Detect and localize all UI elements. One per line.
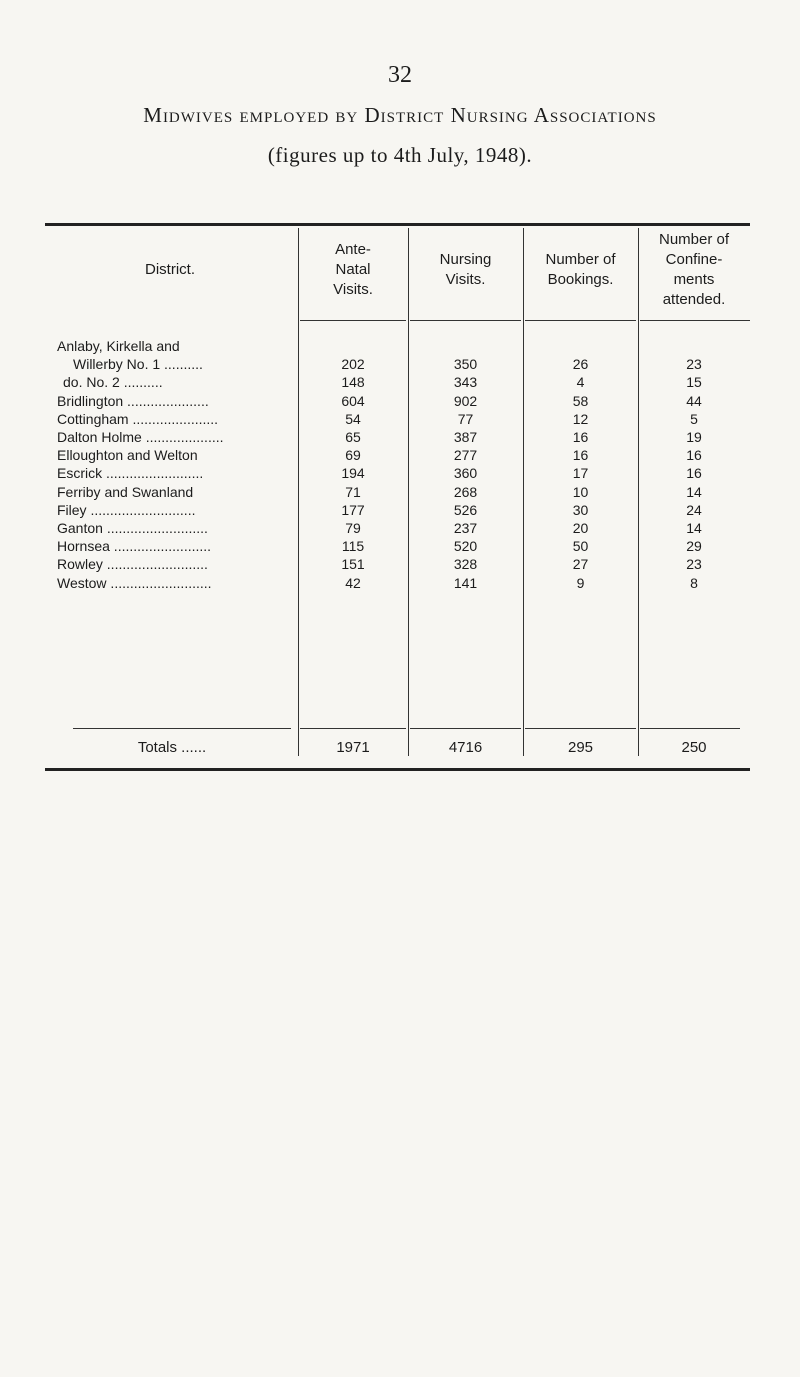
header-line: Nursing bbox=[439, 251, 492, 268]
district-name: Dalton Holme .................... bbox=[57, 429, 224, 445]
header-line: Visits. bbox=[445, 271, 486, 288]
totals-label: Totals ...... bbox=[137, 739, 207, 756]
nursing-visits: 520 bbox=[453, 538, 478, 555]
header-divider bbox=[525, 320, 636, 321]
nursing-visits: 360 bbox=[453, 465, 478, 482]
ante-natal-visits: 115 bbox=[341, 538, 365, 555]
bookings-count: 10 bbox=[572, 483, 589, 500]
district-name: Filey ........................... bbox=[57, 501, 196, 518]
ante-natal-visits: 177 bbox=[341, 501, 365, 518]
header-line: Bookings. bbox=[547, 271, 614, 288]
bookings-count: 20 bbox=[572, 520, 589, 536]
totals-divider bbox=[640, 728, 740, 729]
confinements-attended: 5 bbox=[690, 410, 698, 427]
nursing-visits: 387 bbox=[453, 429, 478, 445]
confinements-attended: 16 bbox=[686, 447, 702, 464]
bookings-count: 12 bbox=[572, 410, 589, 427]
nursing-visits: 343 bbox=[453, 374, 478, 391]
totals-nursing: 4716 bbox=[448, 739, 483, 756]
header-line: Natal bbox=[335, 261, 371, 278]
header-divider bbox=[410, 320, 521, 321]
confinements-attended: 14 bbox=[686, 483, 702, 500]
confinements-attended: 19 bbox=[686, 429, 702, 445]
table-bottom-rule bbox=[45, 768, 750, 771]
nursing-visits: 328 bbox=[453, 556, 478, 573]
page-number: 32 bbox=[388, 62, 412, 88]
table-top-rule bbox=[45, 223, 750, 226]
totals-divider bbox=[300, 728, 406, 729]
nursing-visits: 268 bbox=[453, 483, 478, 500]
header-line: Number of bbox=[545, 251, 616, 268]
confinements-attended: 14 bbox=[686, 520, 702, 536]
district-name: Ganton .......................... bbox=[57, 520, 208, 536]
ante-natal-visits: 71 bbox=[345, 483, 361, 500]
totals-bookings: 295 bbox=[567, 739, 594, 756]
page-title: Midwives employed by District Nursing Associations bbox=[143, 103, 657, 127]
header-line: Ante- bbox=[335, 241, 371, 258]
bookings-count: 50 bbox=[572, 538, 589, 555]
nursing-visits: 77 bbox=[457, 410, 474, 427]
nursing-visits: 237 bbox=[453, 520, 478, 536]
ante-natal-visits: 79 bbox=[345, 520, 361, 536]
district-name: Elloughton and Welton bbox=[57, 447, 198, 464]
header-line: Confine- bbox=[665, 251, 723, 268]
nursing-visits: 902 bbox=[453, 392, 478, 409]
totals-divider bbox=[525, 728, 636, 729]
header-line: Number of bbox=[658, 231, 730, 248]
confinements-attended: 29 bbox=[686, 538, 702, 555]
ante-natal-visits: 194 bbox=[341, 465, 365, 482]
confinements-attended: 44 bbox=[686, 392, 702, 409]
header-divider bbox=[640, 320, 750, 321]
bookings-count: 26 bbox=[572, 356, 589, 373]
bookings-count: 30 bbox=[572, 501, 589, 518]
district-name: Cottingham ...................... bbox=[57, 410, 219, 427]
totals-ante: 1971 bbox=[336, 739, 370, 756]
confinements-attended: 16 bbox=[686, 465, 702, 482]
totals-confinements: 250 bbox=[681, 739, 707, 756]
confinements-attended: 8 bbox=[690, 574, 698, 591]
bookings-count: 58 bbox=[572, 392, 589, 409]
nursing-visits: 350 bbox=[453, 356, 478, 373]
header-line: attended. bbox=[662, 291, 726, 308]
header-divider bbox=[300, 320, 406, 321]
ante-natal-visits: 42 bbox=[345, 574, 361, 591]
district-name: Bridlington ..................... bbox=[57, 392, 209, 409]
ante-natal-visits: 65 bbox=[345, 429, 361, 445]
district-name: Ferriby and Swanland bbox=[57, 483, 194, 500]
confinements-attended: 15 bbox=[686, 374, 702, 391]
ante-natal-visits: 151 bbox=[341, 556, 365, 573]
header-ante-natal bbox=[298, 240, 408, 300]
district-name: Escrick ......................... bbox=[57, 465, 204, 482]
confinements-attended: 24 bbox=[686, 501, 702, 518]
totals-divider bbox=[73, 728, 291, 729]
header-line: ments bbox=[673, 271, 715, 288]
ante-natal-visits: 148 bbox=[341, 374, 365, 391]
nursing-visits: 141 bbox=[453, 574, 478, 591]
totals-divider bbox=[410, 728, 521, 729]
ante-natal-visits: 69 bbox=[345, 447, 361, 464]
district-name: Hornsea ......................... bbox=[57, 538, 212, 555]
ante-natal-visits: 202 bbox=[341, 356, 365, 373]
district-name: do. No. 2 .......... bbox=[63, 374, 163, 391]
header-bookings bbox=[523, 250, 638, 290]
confinements-attended: 23 bbox=[686, 556, 702, 573]
header-district: District. bbox=[145, 261, 195, 278]
bookings-count: 9 bbox=[576, 574, 585, 591]
bookings-count: 17 bbox=[572, 465, 589, 482]
district-name: Anlaby, Kirkella and bbox=[57, 338, 180, 354]
ante-natal-visits: 54 bbox=[345, 410, 361, 427]
district-name: Willerby No. 1 .......... bbox=[73, 356, 203, 373]
header-nursing bbox=[408, 250, 523, 290]
district-name: Rowley .......................... bbox=[57, 556, 208, 573]
bookings-count: 4 bbox=[576, 374, 585, 391]
bookings-count: 27 bbox=[572, 556, 589, 573]
nursing-visits: 526 bbox=[453, 501, 478, 518]
ante-natal-visits: 604 bbox=[341, 392, 365, 409]
page-subtitle: (figures up to 4th July, 1948). bbox=[267, 143, 533, 167]
header-line: Visits. bbox=[333, 281, 373, 298]
bookings-count: 16 bbox=[572, 447, 589, 464]
header-confinements bbox=[638, 230, 750, 310]
bookings-count: 16 bbox=[572, 429, 589, 445]
confinements-attended: 23 bbox=[686, 356, 702, 373]
district-name: Westow .......................... bbox=[57, 574, 212, 591]
nursing-visits: 277 bbox=[453, 447, 478, 464]
